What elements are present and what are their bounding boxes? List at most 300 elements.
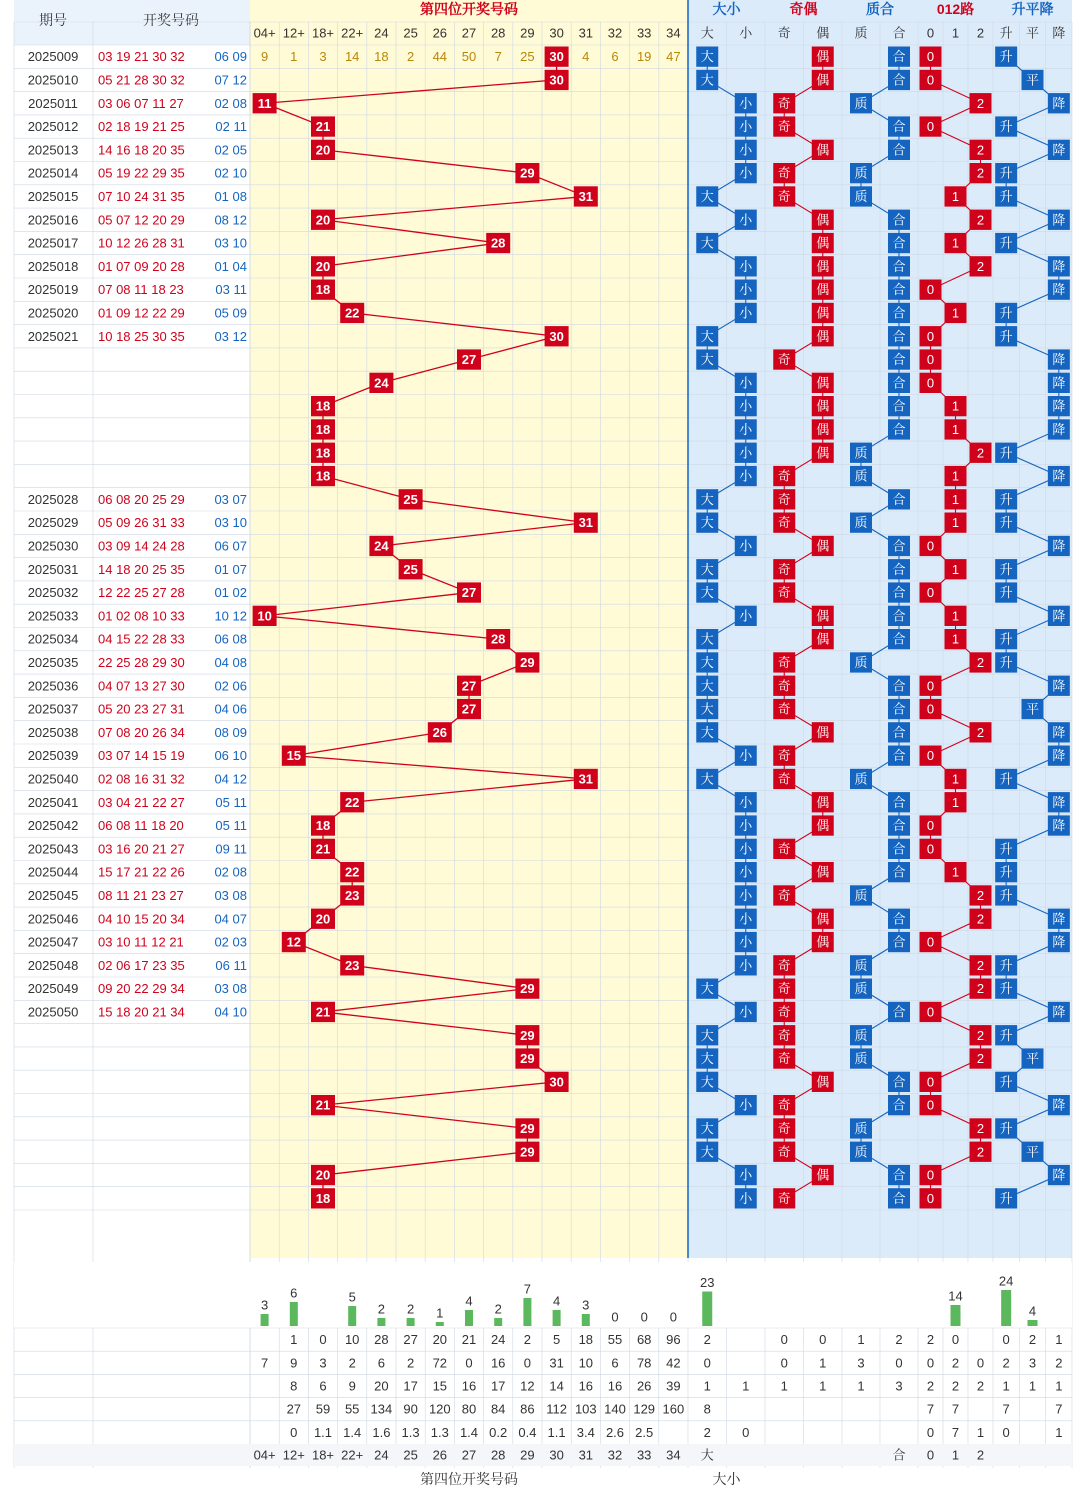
oddeven-value: 偶 [816,445,830,461]
pos4-hit-value: 28 [490,235,506,251]
row-issue: 2025034 [27,631,79,647]
row-issue: 2025038 [27,724,79,740]
col-header-29: 29 [520,25,535,41]
primecomp-value: 合 [892,608,906,624]
row-blue-numbers: 01 02 [214,585,247,601]
row-blue-numbers: 01 07 [214,561,247,577]
pos4-count-label: 6 [290,1285,298,1301]
pos4-count-bar [407,1318,415,1326]
pos4-hit-value: 22 [344,794,360,810]
oddeven-value: 奇 [777,1004,791,1020]
stats-pos4-value: 160 [662,1401,685,1417]
col-header-pc: 质 [854,25,868,41]
col-header-bs: 大 [700,25,714,41]
row-issue: 2025016 [27,212,79,228]
row-red-numbers: 22 25 28 29 30 [98,654,185,670]
row-red-numbers: 02 18 19 21 25 [98,119,185,135]
stats-r-value: 2 [926,1378,935,1394]
oddeven-value: 奇 [777,95,791,111]
stats-r-value: 0 [926,1424,935,1440]
col-header-24: 24 [374,25,389,41]
pos4-count-bar [582,1314,590,1326]
pos4-hit-value: 18 [315,398,331,414]
oddeven-value: 偶 [816,794,830,810]
pos4-hit-value: 29 [520,1120,535,1136]
pos4-hit-value: 20 [315,1167,331,1183]
bigsmall-value: 大 [700,491,714,507]
stats-pos4-value: 21 [461,1332,477,1348]
route012-value: 2 [976,165,985,181]
updown-value: 升 [999,328,1013,344]
route012-value: 2 [976,142,985,158]
stats-r-value: 2 [951,1378,960,1394]
pos4-hit-value: 30 [549,72,564,88]
col-header-25: 25 [403,25,418,41]
pos4-count-bar [290,1302,298,1326]
updown-value: 升 [999,841,1013,857]
route012-value: 0 [926,375,935,391]
primecomp-value: 合 [892,631,906,647]
updown-value: 降 [1052,748,1066,764]
updown-value: 升 [999,561,1013,577]
oddeven-value: 奇 [777,188,791,204]
updown-value: 降 [1052,398,1066,414]
stats-pos4-value: 134 [370,1401,393,1417]
primecomp-value: 合 [892,398,906,414]
stats-pos4-value: 1.6 [372,1424,391,1440]
primecomp-value: 质 [854,165,868,181]
stats-pc-value: 1 [857,1378,865,1394]
stats-ud-value: 3 [1028,1355,1037,1371]
stats-r-value: 2 [926,1332,935,1348]
oddeven-value: 偶 [816,818,830,834]
stats-pos4-value: 6 [377,1355,386,1371]
miss-value: 2 [406,49,415,65]
updown-value: 升 [999,49,1013,65]
stats-pos4-value: 27 [286,1401,302,1417]
row-issue: 2025014 [27,165,79,181]
route012-value: 2 [976,654,985,670]
row-red-numbers: 04 10 15 20 34 [98,911,185,927]
updown-value: 降 [1052,794,1066,810]
row-issue: 2025012 [27,119,79,135]
route012-value: 1 [951,235,960,251]
footer-col-26: 26 [432,1447,448,1463]
stats-oe-value: 0 [819,1332,827,1348]
pos4-hit-value: 26 [432,724,448,740]
pos4-count-label: 2 [494,1301,502,1317]
oddeven-value: 奇 [777,771,791,787]
stats-pos4-value: 120 [428,1401,451,1417]
bar-area-bg [14,1262,1072,1328]
route012-value: 2 [976,981,985,997]
stats-pos4-value: 9 [290,1355,298,1371]
col-header-ud: 降 [1052,25,1066,41]
stats-pos4-value: 18 [578,1332,594,1348]
row-blue-numbers: 03 11 [215,282,247,298]
stats-pos4-value: 5 [552,1332,561,1348]
row-issue: 2025044 [27,864,79,880]
stats-pos4-value: 129 [633,1401,656,1417]
updown-value: 升 [999,864,1013,880]
row-red-numbers: 03 04 21 22 27 [98,794,185,810]
route012-value: 0 [926,1190,935,1206]
row-red-numbers: 06 08 11 18 20 [98,818,184,834]
bigsmall-value: 小 [739,887,753,903]
updown-value: 升 [999,491,1013,507]
stats-pos4-value: 68 [636,1332,652,1348]
updown-value: 升 [999,515,1013,531]
bigsmall-value: 大 [700,1074,714,1090]
pos4-hit-value: 23 [344,957,360,973]
stats-pos4-value: 20 [374,1378,389,1394]
bigsmall-value: 小 [739,538,753,554]
stats-pos4-value: 80 [461,1401,477,1417]
stats-ud-value: 1 [1055,1332,1063,1348]
updown-value: 升 [999,654,1013,670]
pos4-hit-value: 30 [549,328,564,344]
route012-value: 0 [926,72,935,88]
stats-pos4-value: 14 [549,1378,564,1394]
pos4-count-bar [348,1306,356,1326]
oddeven-value: 偶 [816,911,830,927]
row-issue: 2025017 [27,235,79,251]
row-red-numbers: 15 17 21 22 26 [98,864,185,880]
primecomp-value: 合 [892,841,906,857]
oddeven-value: 偶 [816,49,830,65]
stats-pc-value: 3 [895,1378,903,1394]
stats-r-value: 7 [926,1401,935,1417]
bigsmall-value: 小 [739,608,753,624]
stats-pos4-value: 2.6 [605,1424,625,1440]
stats-ud-value: 7 [1002,1401,1010,1417]
pos4-count-label: 4 [552,1293,561,1309]
primecomp-value: 合 [892,864,906,880]
col-header-27: 27 [461,25,477,41]
row-blue-numbers: 02 08 [214,95,247,111]
primecomp-value: 质 [854,188,868,204]
pos4-count-bar [523,1298,531,1326]
updown-value: 升 [999,188,1013,204]
stats-pos4-value: 12 [520,1378,535,1394]
bigsmall-value: 大 [700,72,714,88]
row-red-numbers: 08 11 21 23 27 [98,887,184,903]
col-header-r: 1 [951,25,960,41]
bigsmall-value: 大 [700,1051,714,1067]
footer-pos4-title: 第四位开奖号码 [420,1471,518,1487]
stats-oe-value: 1 [819,1355,827,1371]
stats-pos4-value: 10 [344,1332,360,1348]
oddeven-value: 偶 [816,258,830,274]
stats-ud-value: 1 [1055,1424,1063,1440]
stats-pos4-value: 3.4 [576,1424,595,1440]
footer-col-31: 31 [578,1447,594,1463]
footer-bs-title: 大小 [712,1471,741,1487]
pos4-hit-value: 24 [374,538,389,554]
col-header-oe: 奇 [777,25,791,41]
pos4-hit-value: 25 [403,491,418,507]
row-blue-numbers: 02 08 [214,864,247,880]
row-blue-numbers: 03 08 [214,981,247,997]
oddeven-value: 奇 [777,957,791,973]
updown-value: 升 [999,1027,1013,1043]
pos4-count-bar [465,1310,473,1326]
bigsmall-value: 小 [739,468,753,484]
primecomp-value: 合 [892,142,906,158]
stats-pos4-value: 2 [348,1355,356,1371]
row-issue: 2025015 [27,188,79,204]
bigsmall-value: 大 [700,724,714,740]
footer-col-28: 28 [490,1447,506,1463]
row-issue: 2025040 [27,771,79,787]
stats-ud-value: 2 [1028,1332,1037,1348]
pos4-hit-value: 12 [286,934,302,950]
route012-value: 2 [976,887,985,903]
primecomp-value: 合 [892,375,906,391]
header-primecomp: 质合 [866,1,894,17]
route012-value: 0 [926,934,935,950]
row-blue-numbers: 03 07 [214,491,247,507]
updown-value: 升 [999,887,1013,903]
row-red-numbers: 03 16 20 21 27 [98,841,185,857]
primecomp-value: 合 [892,561,906,577]
row-blue-numbers: 03 10 [214,235,247,251]
updown-value: 降 [1052,212,1066,228]
route012-value: 0 [926,352,935,368]
bigsmall-value: 大 [700,235,714,251]
stats-bs-value: 1 [742,1378,750,1394]
pos4-count-label: 7 [523,1281,532,1297]
header-numbers: 开奖号码 [143,12,199,28]
row-red-numbers: 04 07 13 27 30 [98,678,185,694]
updown-value: 平 [1025,1051,1040,1067]
miss-value: 19 [636,49,652,65]
footer-col-34: 34 [666,1447,681,1463]
route012-value: 1 [951,421,960,437]
oddeven-value: 偶 [816,235,830,251]
oddeven-value: 偶 [816,631,830,647]
primecomp-value: 质 [854,445,868,461]
row-red-numbers: 06 08 20 25 29 [98,491,185,507]
row-issue: 2025029 [27,515,79,531]
pos4-hit-value: 18 [315,1190,331,1206]
updown-value: 降 [1052,911,1066,927]
oddeven-value: 奇 [777,515,791,531]
stats-pos4-value: 90 [403,1401,418,1417]
pos4-hit-value: 27 [461,352,477,368]
stats-pos4-value: 1.3 [401,1424,420,1440]
stats-pos4-value: 55 [607,1332,623,1348]
updown-value: 升 [999,981,1013,997]
primecomp-value: 合 [892,49,906,65]
row-blue-numbers: 10 12 [214,608,247,624]
stats-r-value: 0 [976,1355,985,1371]
bigsmall-value: 大 [700,981,714,997]
row-red-numbers: 01 02 08 10 33 [98,608,185,624]
stats-pos4-value: 42 [666,1355,681,1371]
stats-pos4-value: 24 [490,1332,506,1348]
primecomp-value: 质 [854,468,868,484]
row-issue: 2025013 [27,142,79,158]
primecomp-value: 质 [854,887,868,903]
primecomp-value: 合 [892,538,906,554]
updown-value: 升 [999,1190,1013,1206]
row-blue-numbers: 06 07 [214,538,247,554]
pos4-hit-value: 30 [549,49,564,65]
stats-ud-value: 1 [1002,1378,1010,1394]
footer-col-22+: 22+ [341,1447,364,1463]
stats-ud-value: 2 [1002,1355,1010,1371]
updown-value: 降 [1052,95,1066,111]
route012-value: 2 [976,1027,985,1043]
footer-pc: 合 [892,1447,906,1463]
updown-value: 降 [1052,1167,1066,1183]
bigsmall-value: 大 [700,631,714,647]
col-header-ud: 升 [999,25,1013,41]
row-blue-numbers: 04 06 [214,701,247,717]
route012-value: 1 [951,398,960,414]
oddeven-value: 奇 [777,165,791,181]
stats-pos4-value: 0 [290,1424,298,1440]
route012-value: 0 [926,701,935,717]
stats-bs-value: 2 [703,1332,711,1348]
bigsmall-count-bar [702,1292,712,1327]
stats-pos4-value: 2 [406,1355,415,1371]
row-blue-numbers: 07 12 [214,72,247,88]
pos4-hit-value: 21 [315,119,331,135]
row-issue: 2025047 [27,934,79,950]
col-header-34: 34 [666,25,681,41]
footer-col-25: 25 [403,1447,418,1463]
pos4-hit-value: 20 [315,142,331,158]
stats-r-value: 2 [976,1378,985,1394]
updown-value: 平 [1025,72,1040,88]
pos4-count-label: 4 [465,1293,473,1309]
bigsmall-value: 大 [700,188,714,204]
pos4-hit-value: 31 [578,771,594,787]
updown-value: 升 [999,631,1013,647]
primecomp-value: 合 [892,724,906,740]
row-blue-numbers: 06 08 [214,631,247,647]
oddeven-value: 偶 [816,934,830,950]
col-header-04+: 04+ [253,25,276,41]
row-issue: 2025037 [27,701,79,717]
bigsmall-value: 小 [739,1167,753,1183]
updown-value: 降 [1052,608,1066,624]
row-red-numbers: 10 12 26 28 31 [98,235,185,251]
stats-pos4-value: 27 [403,1332,418,1348]
route012-value: 2 [976,1051,985,1067]
stats-pos4-value: 15 [432,1378,448,1394]
pos4-count-label: 0 [640,1309,648,1325]
stats-pos4-value: 20 [432,1332,448,1348]
row-issue: 2025050 [27,1004,79,1020]
route012-value: 2 [976,911,985,927]
stats-oe-value: 0 [780,1355,788,1371]
bigsmall-value: 小 [739,212,753,228]
header-oddeven: 奇偶 [789,1,818,17]
row-issue: 2025028 [27,491,79,507]
footer-col-30: 30 [549,1447,564,1463]
bigsmall-value: 小 [739,934,753,950]
primecomp-value: 合 [892,818,906,834]
route012-value: 2 [976,1144,985,1160]
primecomp-value: 合 [892,748,906,764]
row-red-numbers: 01 07 09 20 28 [98,258,185,274]
stats-pos4-value: 103 [574,1401,597,1417]
stats-pos4-value: 0.2 [489,1424,508,1440]
primecomp-value: 合 [892,352,906,368]
oddeven-value: 奇 [777,1027,791,1043]
pos4-hit-value: 27 [461,585,477,601]
updown-count-bar [1001,1290,1011,1326]
primecomp-value: 合 [892,212,906,228]
stats-r-value: 0 [926,1355,935,1371]
primecomp-value: 合 [892,305,906,321]
primecomp-value: 质 [854,1051,868,1067]
route012-value: 0 [926,49,935,65]
pos4-hit-value: 31 [578,188,594,204]
pos4-hit-value: 22 [344,305,360,321]
updown-value: 升 [999,305,1013,321]
row-blue-numbers: 08 12 [214,212,247,228]
row-issue: 2025033 [27,608,79,624]
route012-value: 1 [951,608,960,624]
stats-pos4-value: 112 [546,1401,567,1417]
col-header-18+: 18+ [311,25,335,41]
row-issue: 2025021 [27,328,79,344]
pos4-hit-value: 20 [315,911,331,927]
oddeven-value: 偶 [816,398,830,414]
miss-value: 9 [260,49,269,65]
stats-pos4-value: 1.1 [547,1424,566,1440]
footer-r: 0 [926,1447,935,1463]
oddeven-value: 偶 [816,864,830,880]
stats-pos4-value: 140 [604,1401,626,1417]
updown-value: 降 [1052,678,1066,694]
route012-value: 2 [976,724,985,740]
row-red-numbers: 05 19 22 29 35 [98,165,185,181]
row-red-numbers: 03 09 14 24 28 [98,538,185,554]
pos4-hit-value: 29 [520,654,535,670]
stats-pos4-value: 1.4 [343,1424,362,1440]
updown-count-2-label: 4 [1028,1303,1037,1319]
pos4-hit-value: 20 [315,258,331,274]
stats-pos4-value: 1.4 [459,1424,479,1440]
primecomp-value: 合 [892,328,906,344]
route012-value: 1 [951,305,960,321]
primecomp-value: 合 [892,258,906,274]
oddeven-value: 奇 [777,887,791,903]
row-red-numbers: 01 09 12 22 29 [98,305,185,321]
row-issue: 2025032 [27,585,79,601]
col-header-30: 30 [549,25,564,41]
row-red-numbers: 15 18 20 21 34 [98,1004,185,1020]
pos4-hit-value: 27 [461,678,477,694]
primecomp-value: 合 [892,934,906,950]
bigsmall-value: 大 [700,1120,714,1136]
pos4-count-label: 0 [611,1309,619,1325]
updown-value: 降 [1052,818,1066,834]
pos4-hit-value: 18 [315,818,331,834]
bigsmall-value: 小 [739,282,753,298]
stats-pos4-value: 9 [348,1378,356,1394]
stats-oe-value: 1 [819,1378,827,1394]
footer-col-32: 32 [607,1447,623,1463]
bigsmall-count-label: 23 [700,1275,715,1290]
updown-value: 升 [999,165,1013,181]
stats-pos4-value: 0 [465,1355,473,1371]
